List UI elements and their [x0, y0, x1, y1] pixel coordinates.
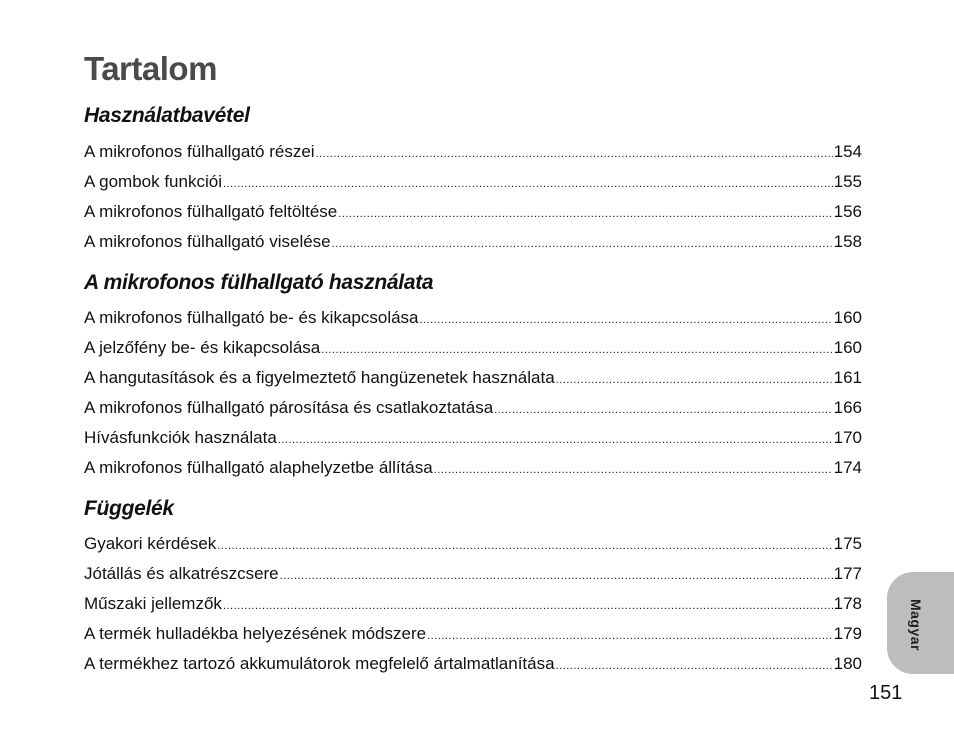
toc-entry-title: A mikrofonos fülhallgató viselése [84, 232, 331, 251]
toc-entry-page: 179 [833, 624, 862, 643]
toc-entry-title: A mikrofonos fülhallgató be- és kikapcsolása [84, 308, 419, 327]
toc-entry-page: 160 [833, 308, 862, 327]
toc-entry[interactable] [84, 308, 862, 330]
section-heading-hasznalata: A mikrofonos fülhallgató használata [84, 271, 434, 294]
section-heading-fuggelek: Függelék [84, 497, 174, 520]
toc-entry[interactable] [84, 594, 862, 616]
dot-leader [278, 434, 833, 446]
toc-entry-title: Gyakori kérdések [84, 534, 217, 553]
dot-leader [556, 660, 833, 672]
toc-entry[interactable] [84, 624, 862, 646]
toc-entry-page: 158 [833, 232, 862, 251]
dot-leader [280, 570, 833, 582]
toc-entry[interactable] [84, 172, 862, 194]
page-number: 151 [869, 682, 903, 704]
dot-leader [494, 404, 832, 416]
toc-entry[interactable] [84, 458, 862, 480]
toc-entry-title: Jótállás és alkatrészcsere [84, 564, 279, 583]
dot-leader [556, 374, 833, 386]
dot-leader [434, 464, 833, 476]
toc-entry[interactable] [84, 368, 862, 390]
toc-entry-title: A mikrofonos fülhallgató részei [84, 142, 315, 161]
toc-entry-title: Műszaki jellemzők [84, 594, 222, 613]
toc-entry-page: 161 [833, 368, 862, 387]
toc-entry[interactable] [84, 202, 862, 224]
toc-entry-title: A mikrofonos fülhallgató alaphelyzetbe állítása [84, 458, 433, 477]
dot-leader [316, 148, 833, 160]
dot-leader [223, 178, 833, 190]
toc-entry-title: A gombok funkciói [84, 172, 222, 191]
toc-entry-page: 174 [833, 458, 862, 477]
toc-entry-page: 175 [833, 534, 862, 553]
toc-entry-page: 156 [833, 202, 862, 221]
dot-leader [223, 600, 833, 612]
dot-leader [427, 630, 833, 642]
toc-entry[interactable] [84, 428, 862, 450]
dot-leader [321, 344, 832, 356]
toc-entry-title: A hangutasítások és a figyelmeztető hangüzenetek használata [84, 368, 555, 387]
toc-entry-page: 154 [833, 142, 862, 161]
dot-leader [338, 208, 832, 220]
toc-entry[interactable] [84, 338, 862, 360]
toc-entry-page: 170 [833, 428, 862, 447]
page-title: Tartalom [84, 50, 217, 87]
toc-entry-page: 180 [833, 654, 862, 673]
toc-entry[interactable] [84, 564, 862, 586]
language-tab [887, 572, 954, 674]
toc-entry[interactable] [84, 654, 862, 676]
section-heading-hasznalatbavetel: Használatbavétel [84, 104, 250, 127]
toc-entry-title: A jelzőfény be- és kikapcsolása [84, 338, 321, 357]
language-tab-label: Magyar [908, 599, 924, 652]
toc-entry-page: 155 [833, 172, 862, 191]
toc-entry-title: A termék hulladékba helyezésének módszere [84, 624, 427, 643]
dot-leader [332, 238, 833, 250]
toc-entry-page: 160 [833, 338, 862, 357]
toc-entry-page: 177 [833, 564, 862, 583]
toc-entry-title: A mikrofonos fülhallgató feltöltése [84, 202, 338, 221]
dot-leader [217, 540, 832, 552]
toc-entry-title: A termékhez tartozó akkumulátorok megfelelő ártalmatlanítása [84, 654, 555, 673]
toc-entry-page: 166 [833, 398, 862, 417]
toc-entry-title: A mikrofonos fülhallgató párosítása és csatlakoztatása [84, 398, 494, 417]
toc-entry[interactable] [84, 142, 862, 164]
dot-leader [420, 314, 833, 326]
toc-entry-title: Hívásfunkciók használata [84, 428, 277, 447]
toc-entry[interactable] [84, 398, 862, 420]
toc-entry[interactable] [84, 232, 862, 254]
toc-entry[interactable] [84, 534, 862, 556]
toc-entry-page: 178 [833, 594, 862, 613]
